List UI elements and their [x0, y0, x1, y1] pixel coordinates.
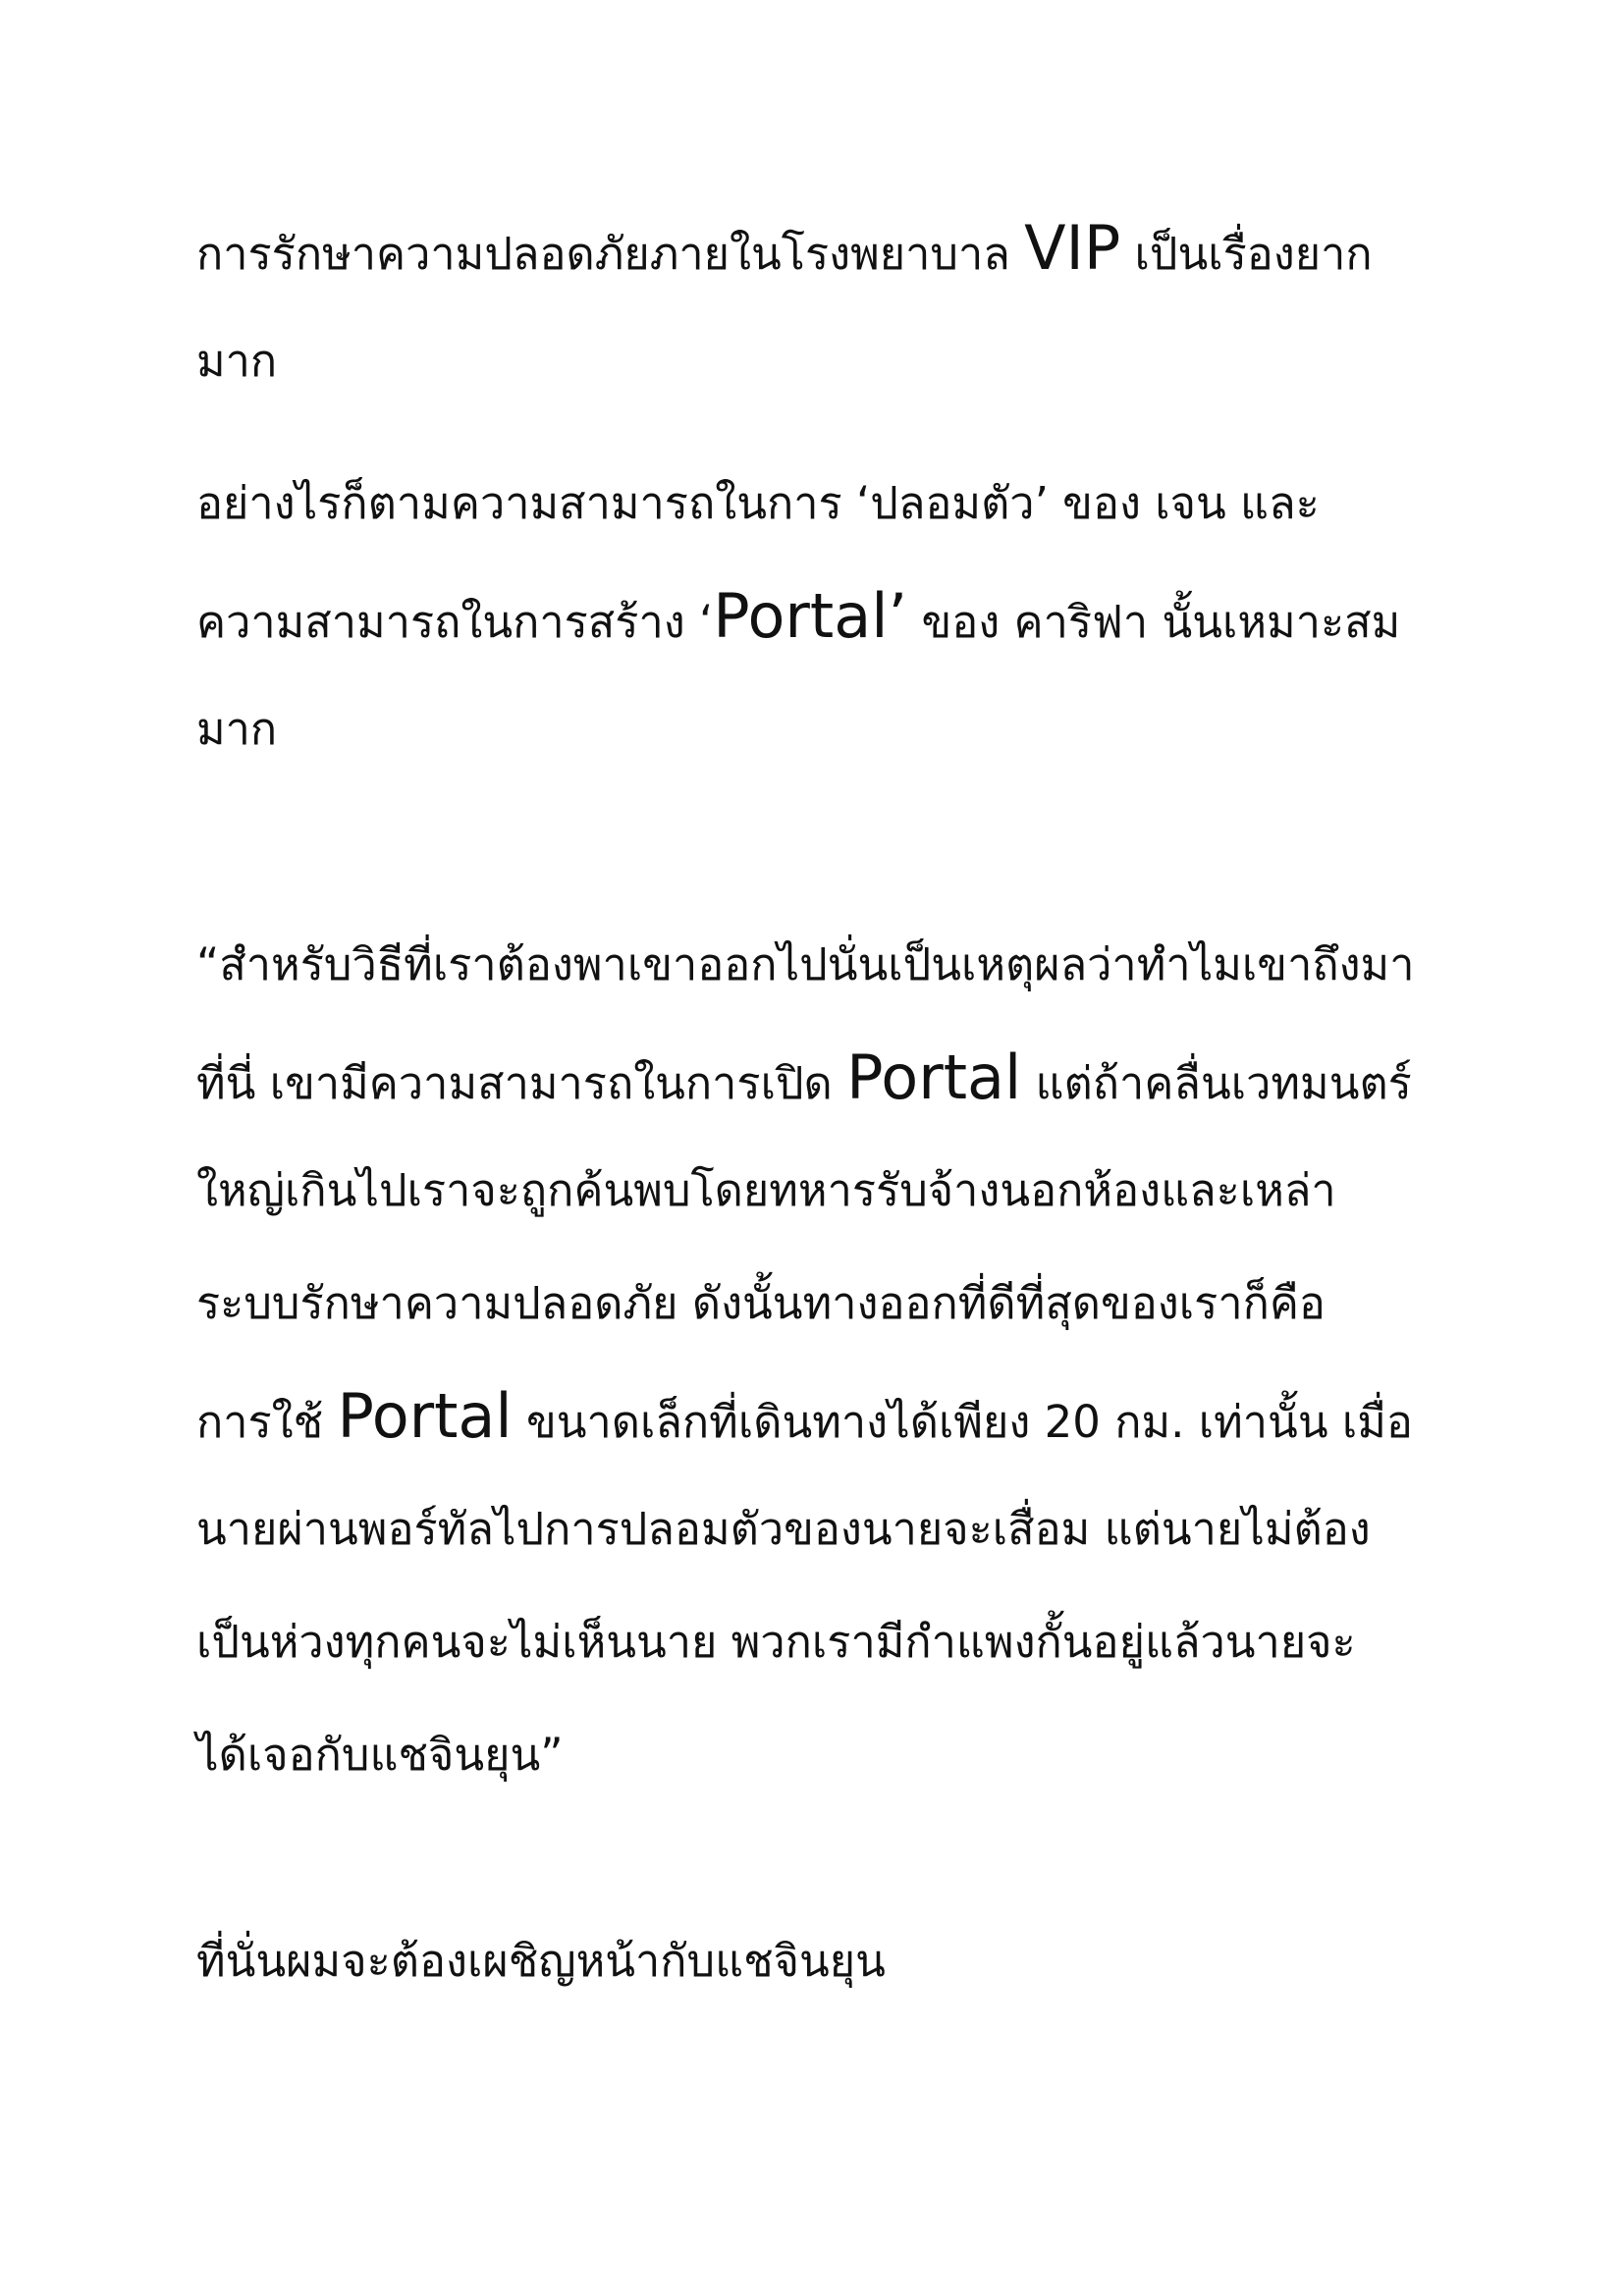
- paragraph-line: [196, 1360, 1463, 1472]
- text-run: ของ คาริฟา นั้นเหมาะสม: [907, 596, 1401, 648]
- text-run: เป็นห่วงทุกคนจะไม่เห็นนาย พวกเรามีกำแพงกั้นอยู่แล้วนายจะ: [196, 1616, 1356, 1668]
- paragraph-line: [196, 1134, 1463, 1247]
- paragraph-line: [196, 191, 1463, 304]
- paragraph-line: [196, 1021, 1463, 1134]
- emphasized-term: Portal: [337, 1380, 513, 1452]
- text-run: แต่ถ้าคลื่นเวทมนตร์: [1021, 1057, 1412, 1109]
- paragraph-3-dialogue: [196, 908, 1463, 1811]
- text-run: ได้เจอกับแชจินยุน”: [196, 1729, 564, 1781]
- text-run: ขนาดเล็กที่เดินทางได้เพียง 20 กม. เท่านั้น เมื่อ: [512, 1396, 1413, 1448]
- text-run: ที่นั่นผมจะต้องเผชิญหน้ากับแชจินยุน: [196, 1935, 886, 1987]
- paragraph-4: [196, 1904, 1463, 2017]
- text-run: มาก: [196, 335, 278, 387]
- emphasized-term: Portal’: [713, 580, 908, 652]
- text-run: “สำหรับวิธีที่เราต้องพาเขาออกไปนั่นเป็นเหตุผลว่าทำไมเขาถึงมา: [196, 938, 1415, 990]
- emphasized-term: Portal: [846, 1041, 1022, 1113]
- text-run: นายผ่านพอร์ทัลไปการปลอมตัวของนายจะเสื่อม แต่นายไม่ต้อง: [196, 1503, 1371, 1555]
- paragraph-line: [196, 1472, 1463, 1585]
- text-run: ระบบรักษาความปลอดภัย ดังนั้นทางออกที่ดีที่สุดของเราก็คือ: [196, 1277, 1326, 1329]
- emphasized-term: VIP: [1024, 212, 1121, 284]
- paragraph-line: [196, 560, 1463, 672]
- paragraph-line: [196, 304, 1463, 417]
- paragraph-line: [196, 672, 1463, 785]
- paragraph-line: [196, 1698, 1463, 1811]
- paragraph-line: [196, 908, 1463, 1021]
- text-run: การรักษาความปลอดภัยภายในโรงพยาบาล: [196, 228, 1025, 280]
- paragraph-2: [196, 447, 1463, 785]
- paragraph-line: [196, 1247, 1463, 1360]
- paragraph-line: [196, 1585, 1463, 1698]
- text-run: อย่างไรก็ตามความสามารถในการ ‘ปลอมตัว’ ของ เจน และ: [196, 477, 1320, 529]
- paragraph-1: [196, 191, 1463, 417]
- text-run: การใช้: [196, 1396, 338, 1448]
- text-run: ใหญ่เกินไปเราจะถูกค้นพบโดยทหารรับจ้างนอกห้องและเหล่า: [196, 1164, 1336, 1216]
- text-run: ที่นี่ เขามีความสามารถในการเปิด: [196, 1057, 847, 1109]
- text-run: เป็นเรื่องยาก: [1120, 228, 1373, 280]
- paragraph-line: [196, 1904, 1463, 2017]
- paragraph-line: [196, 447, 1463, 560]
- text-run: ความสามารถในการสร้าง ‘: [196, 596, 714, 648]
- text-run: มาก: [196, 703, 278, 755]
